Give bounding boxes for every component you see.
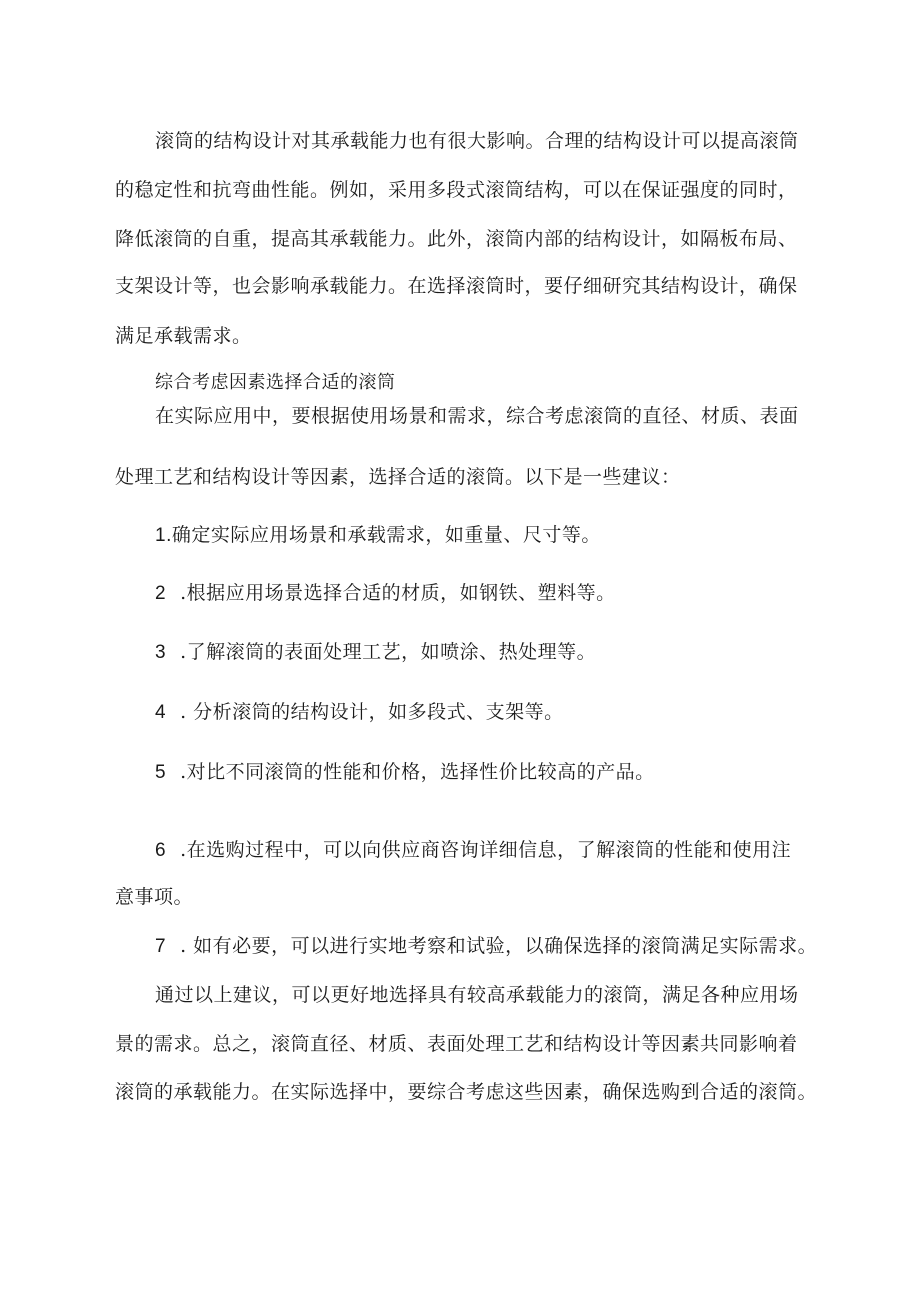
suggestion-text: . 分析滚筒的结构设计，如多段式、支架等。 <box>180 701 564 723</box>
paragraph-3-line-1: 通过以上建议，可以更好地选择具有较高承载能力的滚筒，满足各种应用场 <box>155 984 799 1006</box>
paragraph-1-line-3: 降低滚筒的自重，提高其承载能力。此外，滚筒内部的结构设计，如隔板布局、 <box>115 228 798 250</box>
suggestion-item-5 <box>155 760 655 785</box>
paragraph-1-line-2: 的稳定性和抗弯曲性能。例如，采用多段式滚筒结构，可以在保证强度的同时， <box>115 179 798 201</box>
paragraph-3-line-3: 滚筒的承载能力。在实际选择中，要综合考虑这些因素，确保选购到合适的滚筒。 <box>115 1081 818 1103</box>
paragraph-2-line-2: 处理工艺和结构设计等因素，选择合适的滚筒。以下是一些建议： <box>115 466 681 488</box>
paragraph-1-line-4: 支架设计等，也会影响承载能力。在选择滚筒时，要仔细研究其结构设计，确保 <box>115 275 798 297</box>
suggestion-item-6 <box>155 838 791 863</box>
suggestion-number: 3 <box>155 642 167 663</box>
suggestion-text: .了解滚筒的表面处理工艺，如喷涂、热处理等。 <box>180 641 597 663</box>
suggestion-number: 2 <box>155 583 167 604</box>
suggestion-item-3 <box>155 640 596 665</box>
suggestion-number: 5 <box>155 762 167 783</box>
suggestion-number: 6 <box>155 840 167 861</box>
suggestion-item-4 <box>155 700 564 725</box>
suggestion-item-6-continuation: 意事项。 <box>115 886 194 908</box>
suggestion-text: .在选购过程中，可以向供应商咨询详细信息，了解滚筒的性能和使用注 <box>180 839 792 861</box>
suggestion-text: .根据应用场景选择合适的材质，如钢铁、塑料等。 <box>180 582 616 604</box>
suggestion-item-1 <box>155 523 601 548</box>
suggestion-text: . 如有必要，可以进行实地考察和试验，以确保选择的滚筒满足实际需求。 <box>180 935 818 957</box>
paragraph-3-line-2: 景的需求。总之，滚筒直径、材质、表面处理工艺和结构设计等因素共同影响着 <box>115 1033 798 1055</box>
section-heading: 综合考虑因素选择合适的滚筒 <box>155 372 396 393</box>
suggestion-number: 7 <box>155 936 167 957</box>
suggestion-text: 确定实际应用场景和承载需求，如重量、尺寸等。 <box>171 524 601 546</box>
suggestion-item-2 <box>155 581 616 606</box>
paragraph-2-line-1: 在实际应用中，要根据使用场景和需求，综合考虑滚筒的直径、材质、表面 <box>155 405 799 427</box>
paragraph-1-line-1: 滚筒的结构设计对其承载能力也有很大影响。合理的结构设计可以提高滚筒 <box>155 130 799 152</box>
suggestion-number: 4 <box>155 702 167 723</box>
paragraph-1-line-5: 满足承载需求。 <box>115 325 252 347</box>
suggestion-text: .对比不同滚筒的性能和价格，选择性价比较高的产品。 <box>180 761 655 783</box>
suggestion-number: 1. <box>155 525 172 546</box>
suggestion-item-7 <box>155 934 817 959</box>
